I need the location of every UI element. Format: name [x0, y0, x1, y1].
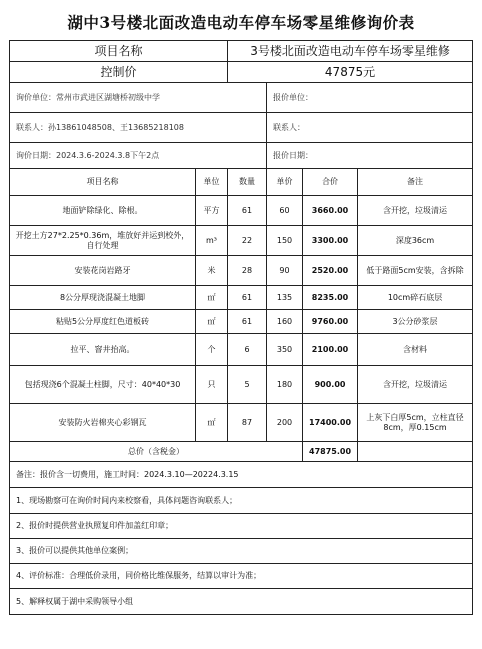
item-name: 包括现浇6个混凝土柱脚，尺寸：40*40*30 [10, 366, 196, 404]
item-price: 350 [267, 334, 303, 366]
item-note: 低于路面5cm安装，含拆除 [358, 256, 473, 286]
table-row [10, 256, 473, 286]
inquiry-unit: 询价单位：常州市武进区湖塘桥初级中学 [10, 83, 267, 113]
item-qty: 28 [228, 256, 267, 286]
item-total: 2520.00 [303, 256, 358, 286]
table-row [10, 196, 473, 226]
table-row [10, 310, 473, 334]
quote-unit: 报价单位： [267, 83, 473, 113]
contact-info: 联系人：孙13861048508、王13685218108 [10, 113, 267, 143]
table-row [10, 226, 473, 256]
item-note: 含开挖，垃圾清运 [358, 196, 473, 226]
col-header-total: 合价 [303, 169, 358, 196]
item-qty: 6 [228, 334, 267, 366]
note-line-5: 5、解释权属于湖中采购领导小组 [10, 589, 473, 615]
item-price: 200 [267, 404, 303, 442]
col-header-price: 单价 [267, 169, 303, 196]
item-total: 3660.00 [303, 196, 358, 226]
item-price: 60 [267, 196, 303, 226]
note-line-2: 2、报价时提供营业执照复印件加盖红印章； [10, 514, 473, 539]
item-total: 17400.00 [303, 404, 358, 442]
total-label: 总价（含税金） [10, 442, 303, 462]
note-line-1: 1、现场勘察可在询价时间内来校察看，具体问题咨询联系人； [10, 488, 473, 514]
item-unit: 米 [196, 256, 228, 286]
item-unit: ㎡ [196, 286, 228, 310]
item-name: 开挖土方27*2.25*0.36m，堆放好并运到校外，自行处理 [10, 226, 196, 256]
item-unit: ㎡ [196, 310, 228, 334]
item-price: 160 [267, 310, 303, 334]
item-name: 安装防火岩棉夹心彩钢瓦 [10, 404, 196, 442]
item-qty: 87 [228, 404, 267, 442]
table-row [10, 366, 473, 404]
item-unit: 个 [196, 334, 228, 366]
item-qty: 5 [228, 366, 267, 404]
control-price-label: 控制价 [10, 62, 228, 83]
item-name: 粘贴5公分厚度红色道板砖 [10, 310, 196, 334]
item-qty: 61 [228, 196, 267, 226]
quote-contact: 联系人： [267, 113, 473, 143]
total-note [358, 442, 473, 462]
inquiry-table [9, 40, 473, 615]
item-qty: 61 [228, 286, 267, 310]
item-note: 含材料 [358, 334, 473, 366]
quote-date: 报价日期： [267, 143, 473, 169]
item-total: 900.00 [303, 366, 358, 404]
item-note: 3公分砂浆层 [358, 310, 473, 334]
item-total: 8235.00 [303, 286, 358, 310]
project-name-label: 项目名称 [10, 41, 228, 62]
control-price-value: 47875元 [228, 62, 473, 83]
item-price: 135 [267, 286, 303, 310]
inquiry-date: 询价日期：2024.3.6-2024.3.8下午2点 [10, 143, 267, 169]
item-total: 3300.00 [303, 226, 358, 256]
total-value: 47875.00 [303, 442, 358, 462]
item-note: 10cm碎石底层 [358, 286, 473, 310]
item-name: 拉平、窨井抬高。 [10, 334, 196, 366]
item-unit: ㎡ [196, 404, 228, 442]
item-note: 上灰下白厚5cm，立柱直径8cm，厚0.15cm [358, 404, 473, 442]
item-price: 150 [267, 226, 303, 256]
item-qty: 22 [228, 226, 267, 256]
table-row [10, 334, 473, 366]
column-header-row [10, 169, 473, 196]
item-note: 含开挖，垃圾清运 [358, 366, 473, 404]
item-name: 地面铲除绿化、除根。 [10, 196, 196, 226]
item-name: 安装花岗岩路牙 [10, 256, 196, 286]
item-name: 8公分厚现浇混凝土地脚 [10, 286, 196, 310]
col-header-unit: 单位 [196, 169, 228, 196]
item-unit: 只 [196, 366, 228, 404]
page-title: 湖中3号楼北面改造电动车停车场零星维修询价表 [67, 13, 415, 32]
note-line-3: 3、报价可以提供其他单位案例； [10, 539, 473, 564]
table-row [10, 404, 473, 442]
item-qty: 61 [228, 310, 267, 334]
col-header-note: 备注 [358, 169, 473, 196]
item-unit: m³ [196, 226, 228, 256]
table-row [10, 286, 473, 310]
col-header-name: 项目名称 [10, 169, 196, 196]
item-unit: 平方 [196, 196, 228, 226]
item-price: 90 [267, 256, 303, 286]
total-row [10, 442, 473, 462]
remark-line: 备注：报价含一切费用，施工时间：2024.3.10—20224.3.15 [10, 462, 473, 488]
note-line-4: 4、评价标准：合理低价录用，同价格比维保服务，结算以审计为准； [10, 564, 473, 589]
item-total: 2100.00 [303, 334, 358, 366]
col-header-qty: 数量 [228, 169, 267, 196]
project-name-value: 3号楼北面改造电动车停车场零星维修 [228, 41, 473, 62]
item-price: 180 [267, 366, 303, 404]
item-note: 深度36cm [358, 226, 473, 256]
item-total: 9760.00 [303, 310, 358, 334]
